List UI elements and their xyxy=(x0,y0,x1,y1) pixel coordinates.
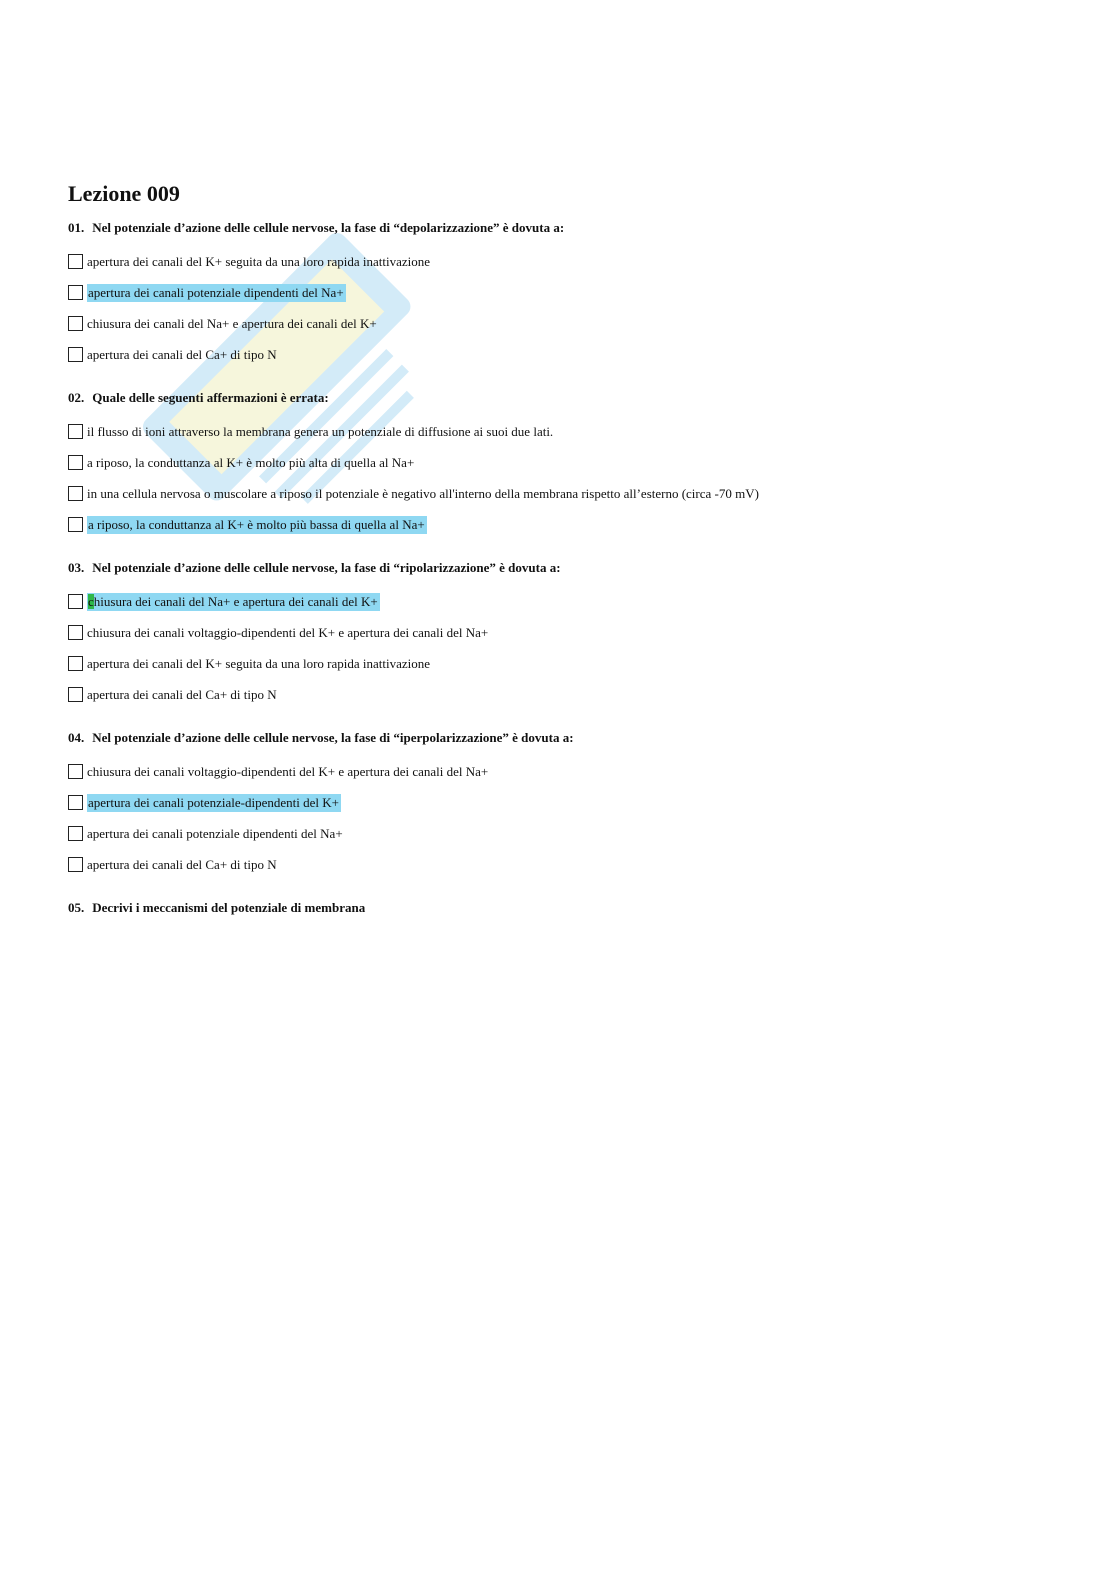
question-text: Nel potenziale d’azione delle cellule nervose, la fase di “depolarizzazione” è dovuta a: xyxy=(92,220,565,235)
option-text: in una cellula nervosa o muscolare a riposo il potenziale è negativo all'interno della membrana rispetto all’esterno (circa -70 mV) xyxy=(87,485,759,501)
answer-option[interactable] xyxy=(68,586,1068,617)
question-04 xyxy=(68,728,1068,748)
answer-option[interactable] xyxy=(68,339,1068,370)
checkbox[interactable] xyxy=(68,347,83,362)
checkbox[interactable] xyxy=(68,254,83,269)
option-text: apertura dei canali potenziale dipendenti del Na+ xyxy=(87,825,343,841)
question-block-04 xyxy=(68,728,1068,880)
question-block-03 xyxy=(68,558,1068,710)
question-number: 04. xyxy=(68,730,85,745)
checkbox[interactable] xyxy=(68,455,83,470)
answer-option[interactable] xyxy=(68,509,1068,540)
option-text: chiusura dei canali voltaggio-dipendenti del K+ e apertura dei canali del Na+ xyxy=(87,763,489,779)
question-block-01 xyxy=(68,218,1068,370)
answer-option[interactable] xyxy=(68,416,1068,447)
question-block-05 xyxy=(68,898,1068,918)
option-text-highlighted: a riposo, la conduttanza al K+ è molto più bassa di quella al Na+ xyxy=(88,516,425,532)
answer-option[interactable] xyxy=(68,478,1068,509)
question-02 xyxy=(68,388,1068,408)
question-text: Nel potenziale d’azione delle cellule nervose, la fase di “ripolarizzazione” è dovuta a: xyxy=(92,560,561,575)
option-text: il flusso di ioni attraverso la membrana genera un potenziale di diffusione ai suoi due lati. xyxy=(87,423,554,439)
question-number: 02. xyxy=(68,390,85,405)
answer-option[interactable] xyxy=(68,617,1068,648)
checkbox[interactable] xyxy=(68,594,83,609)
answer-option[interactable] xyxy=(68,818,1068,849)
option-text: a riposo, la conduttanza al K+ è molto più alta di quella al Na+ xyxy=(87,454,415,470)
question-text: Nel potenziale d’azione delle cellule nervose, la fase di “iperpolarizzazione” è dovuta a: xyxy=(92,730,574,745)
checkbox[interactable] xyxy=(68,795,83,810)
checkbox[interactable] xyxy=(68,517,83,532)
checkbox[interactable] xyxy=(68,486,83,501)
checkbox[interactable] xyxy=(68,764,83,779)
checkbox[interactable] xyxy=(68,687,83,702)
lesson-title: Lezione 009 xyxy=(68,181,180,206)
option-first-letter: c xyxy=(88,593,94,609)
question-block-02 xyxy=(68,388,1068,540)
option-text-highlighted: apertura dei canali potenziale-dipendenti del K+ xyxy=(88,794,339,810)
answer-option[interactable] xyxy=(68,447,1068,478)
checkbox[interactable] xyxy=(68,857,83,872)
answer-option[interactable] xyxy=(68,648,1068,679)
option-text: apertura dei canali del K+ seguita da una loro rapida inattivazione xyxy=(87,655,431,671)
answer-option[interactable] xyxy=(68,756,1068,787)
answer-option[interactable] xyxy=(68,308,1068,339)
checkbox[interactable] xyxy=(68,424,83,439)
checkbox[interactable] xyxy=(68,625,83,640)
question-05 xyxy=(68,898,1068,918)
document-content xyxy=(68,180,1068,936)
checkbox[interactable] xyxy=(68,656,83,671)
answer-option[interactable] xyxy=(68,787,1068,818)
question-number: 01. xyxy=(68,220,85,235)
option-text: apertura dei canali del K+ seguita da una loro rapida inattivazione xyxy=(87,253,431,269)
option-text: chiusura dei canali del Na+ e apertura dei canali del K+ xyxy=(87,315,377,331)
option-text: apertura dei canali del Ca+ di tipo N xyxy=(87,346,277,362)
checkbox[interactable] xyxy=(68,826,83,841)
answer-option[interactable] xyxy=(68,679,1068,710)
option-text: chiusura dei canali voltaggio-dipendenti del K+ e apertura dei canali del Na+ xyxy=(87,624,489,640)
option-text-rest: hiusura dei canali del Na+ e apertura dei canali del K+ xyxy=(93,593,378,609)
question-text: Decrivi i meccanismi del potenziale di membrana xyxy=(92,900,366,915)
question-01 xyxy=(68,218,1068,238)
answer-option[interactable] xyxy=(68,849,1068,880)
answer-option[interactable] xyxy=(68,277,1068,308)
question-number: 05. xyxy=(68,900,85,915)
option-text: apertura dei canali del Ca+ di tipo N xyxy=(87,686,277,702)
option-text-highlighted xyxy=(87,593,380,611)
checkbox[interactable] xyxy=(68,316,83,331)
question-number: 03. xyxy=(68,560,85,575)
checkbox[interactable] xyxy=(68,285,83,300)
question-text: Quale delle seguenti affermazioni è errata: xyxy=(92,390,329,405)
answer-option[interactable] xyxy=(68,246,1068,277)
option-text-highlighted: apertura dei canali potenziale dipendenti del Na+ xyxy=(88,284,344,300)
question-03 xyxy=(68,558,1068,578)
option-text: apertura dei canali del Ca+ di tipo N xyxy=(87,856,277,872)
